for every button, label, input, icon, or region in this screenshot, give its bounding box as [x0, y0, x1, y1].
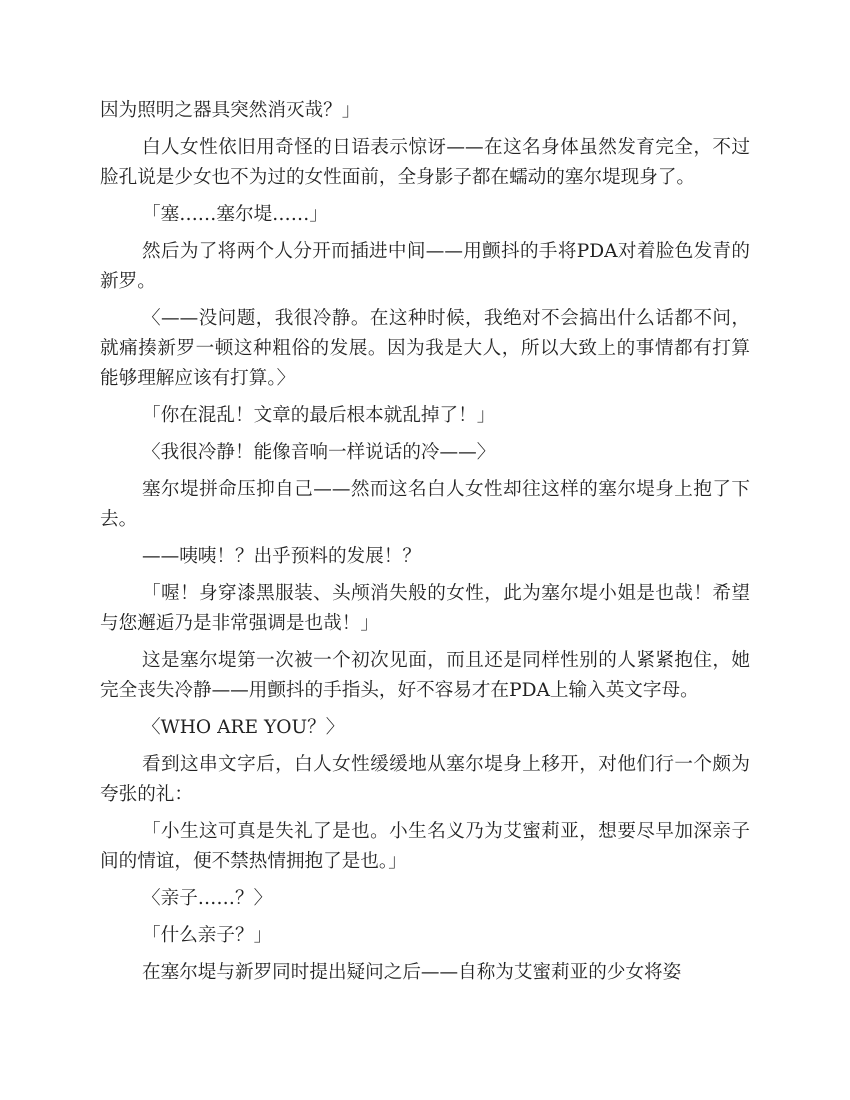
paragraph: 这是塞尔堤第一次被一个初次见面，而且还是同样性别的人紧紧抱住，她完全丧失冷静——用颤抖的手指头，好不容易才在PDA上输入英文字母。 [100, 650, 750, 701]
paragraph: 塞尔堤拼命压抑自己——然而这名白人女性却往这样的塞尔堤身上抱了下去。 [100, 479, 750, 530]
paragraph: 「你在混乱！文章的最后根本就乱掉了！」 [142, 405, 496, 426]
paragraph: 〈——没问题，我很冷静。在这种时候，我绝对不会搞出什么话都不问，就痛揍新罗一顿这种粗俗的发展。因为我是大人，所以大致上的事情都有打算能够理解应该有打算。〉 [100, 308, 750, 389]
paragraph: 〈WHO ARE YOU？〉 [142, 717, 345, 738]
paragraph: 〈亲子……？〉 [142, 888, 273, 909]
paragraph: 然后为了将两个人分开而插进中间——用颤抖的手将PDA对着脸色发青的新罗。 [100, 241, 750, 292]
paragraph: 「小生这可真是失礼了是也。小生名义乃为艾蜜莉亚，想要尽早加深亲子间的情谊，便不禁热情拥抱了是也。」 [100, 821, 750, 872]
paragraph: 〈我很冷静！能像音响一样说话的冷——〉 [142, 442, 496, 463]
paragraph: 在塞尔堤与新罗同时提出疑问之后——自称为艾蜜莉亚的少女将姿 [142, 962, 682, 983]
paragraph: 「塞……塞尔堤……」 [142, 204, 328, 225]
paragraph: 白人女性依旧用奇怪的日语表示惊讶——在这名身体虽然发育完全，不过脸孔说是少女也不为过的女性面前，全身影子都在蠕动的塞尔堤现身了。 [100, 137, 750, 188]
paragraph: 看到这串文字后，白人女性缓缓地从塞尔堤身上移开，对他们行一个颇为夸张的礼： [100, 754, 750, 805]
paragraph: ——咦咦！？出乎预料的发展！？ [142, 546, 421, 567]
page-body [100, 96, 750, 995]
paragraph: 「喔！身穿漆黑服装、头颅消失般的女性，此为塞尔堤小姐是也哉！希望与您邂逅乃是非常强调是也哉！」 [100, 583, 750, 634]
paragraph: 因为照明之器具突然消灭哉？」 [100, 100, 361, 121]
paragraph: 「什么亲子？」 [142, 925, 273, 946]
